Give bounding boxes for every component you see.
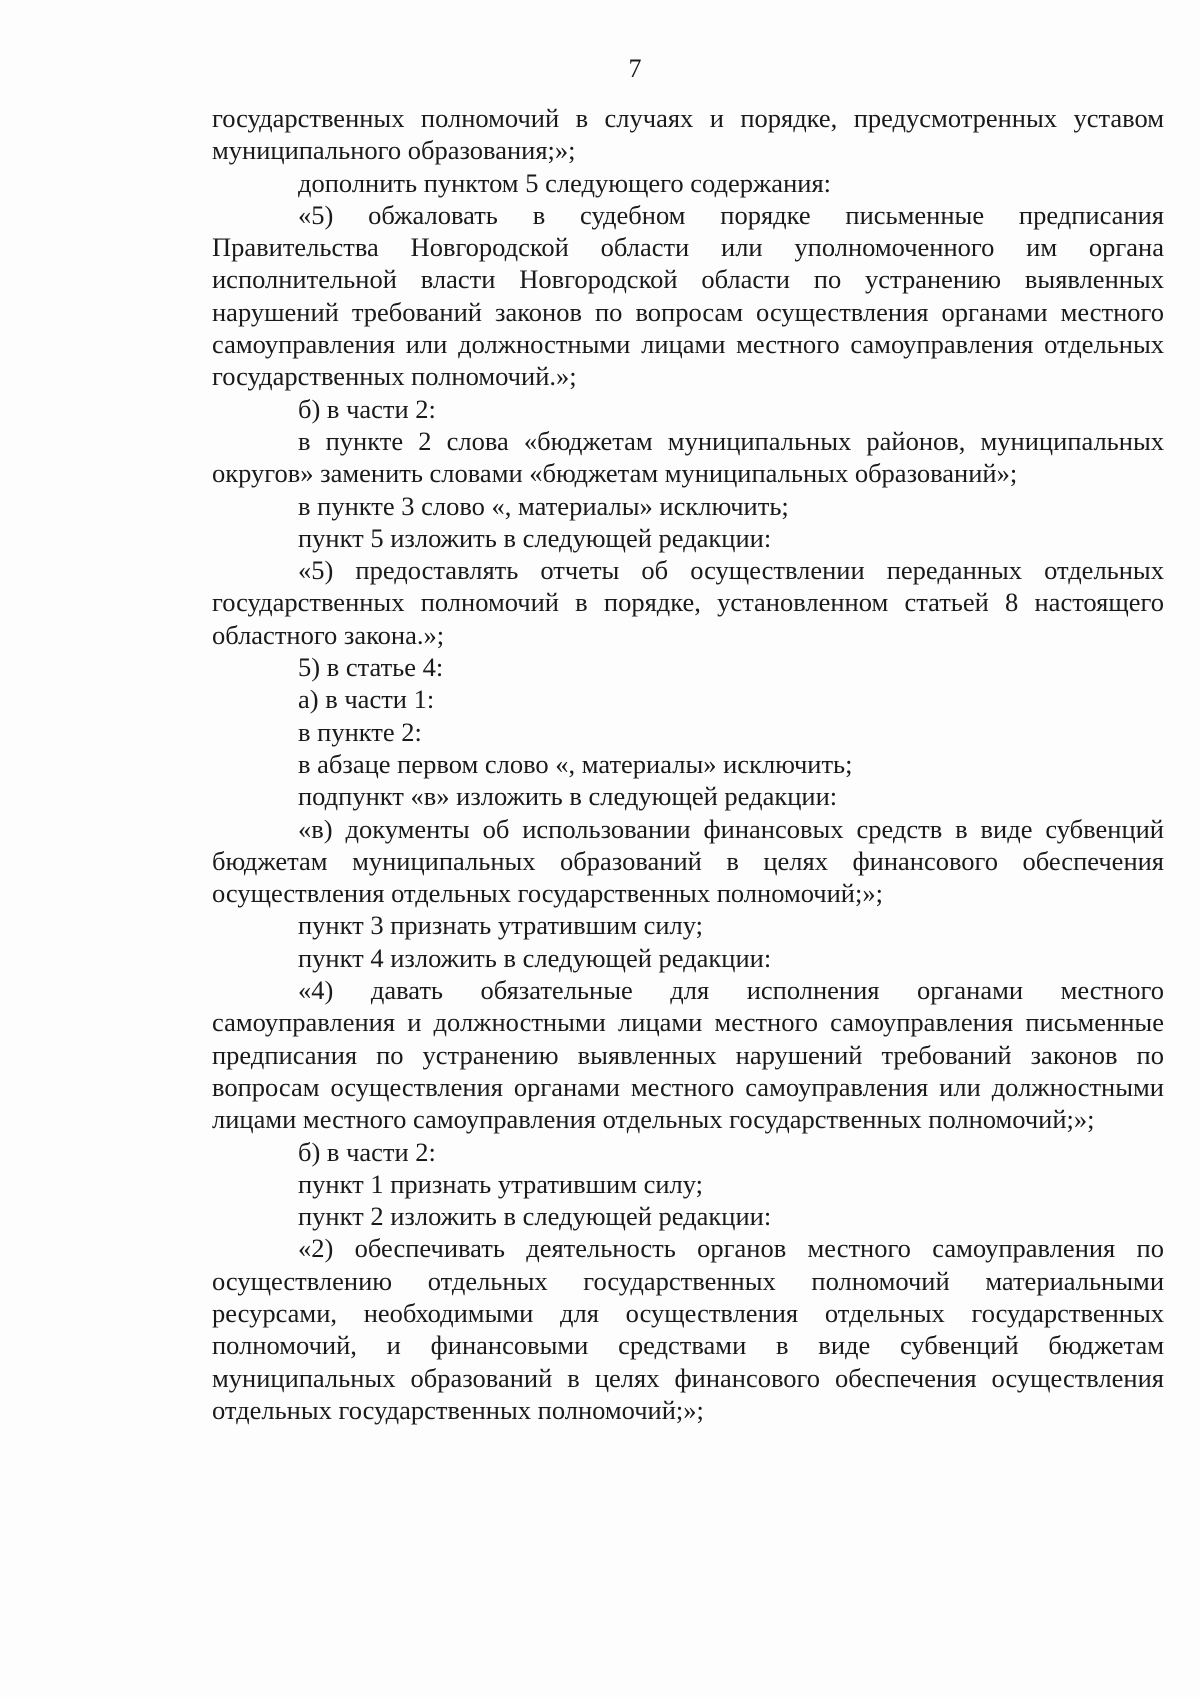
paragraph-3: «5) обжаловать в судебном порядке письменные предписания Правительства Новгородской области или уполномоченного им органа исполнительной власти Новгородской области по устранению выявленных нарушений требований законов по вопросам осуществления органами местного самоуправления или должностными лицами местного самоуправления отдельных государственных полномочий.»; (212, 199, 1164, 392)
paragraph-5: в пункте 2 слова «бюджетам муниципальных районов, муниципальных округов» заменить словами «бюджетам муниципальных образований»; (212, 425, 1164, 489)
paragraph-2: дополнить пунктом 5 следующего содержания: (298, 167, 831, 198)
paragraph-9: 5) в статье 4: (298, 652, 444, 683)
paragraph-4: б) в части 2: (298, 393, 436, 424)
paragraph-10: а) в части 1: (298, 684, 435, 715)
paragraph-7: пункт 5 изложить в следующей редакции: (298, 522, 772, 553)
paragraph-13: подпункт «в» изложить в следующей редакции: (298, 781, 838, 812)
paragraph-11: в пункте 2: (298, 716, 422, 747)
paragraph-14: «в) документы об использовании финансовых средств в виде субвенций бюджетам муниципальных образований в целях финансового обеспечения осуществления отдельных государственных полномочий;»; (212, 813, 1164, 909)
paragraph-6: в пункте 3 слово «, материалы» исключить; (298, 490, 789, 521)
paragraph-19: пункт 1 признать утратившим силу; (298, 1168, 704, 1199)
paragraph-17: «4) давать обязательные для исполнения органами местного самоуправления и должностными лицами местного самоуправления письменные предписания по устранению выявленных нарушений требований законов по вопросам осуществления органами местного самоуправления или должностными лицами местного самоуправления отдельных государственных полномочий;»; (212, 975, 1164, 1135)
paragraph-20: пункт 2 изложить в следующей редакции: (298, 1201, 772, 1232)
paragraph-15: пункт 3 признать утратившим силу; (298, 910, 704, 941)
paragraph-1: государственных полномочий в случаях и порядке, предусмотренных уставом муниципального образования;»; (212, 103, 1164, 166)
paragraph-12: в абзаце первом слово «, материалы» исключить; (298, 748, 853, 779)
paragraph-16: пункт 4 изложить в следующей редакции: (298, 942, 772, 973)
page-number: 7 (628, 54, 642, 83)
document-body (212, 102, 1164, 1426)
paragraph-21: «2) обеспечивать деятельность органов местного самоуправления по осуществлению отдельных государственных полномочий материальными ресурсами, необходимыми для осуществления отдельных государственных полномочий, и финансовыми средствами в виде субвенций бюджетам муниципальных образований в целях финансового обеспечения осуществления отдельных государственных полномочий;»; (212, 1233, 1164, 1425)
paragraph-8: «5) предоставлять отчеты об осуществлении переданных отдельных государственных полномочий в порядке, установленном статьей 8 настоящего областного закона.»; (212, 555, 1164, 650)
paragraph-18: б) в части 2: (298, 1136, 436, 1167)
